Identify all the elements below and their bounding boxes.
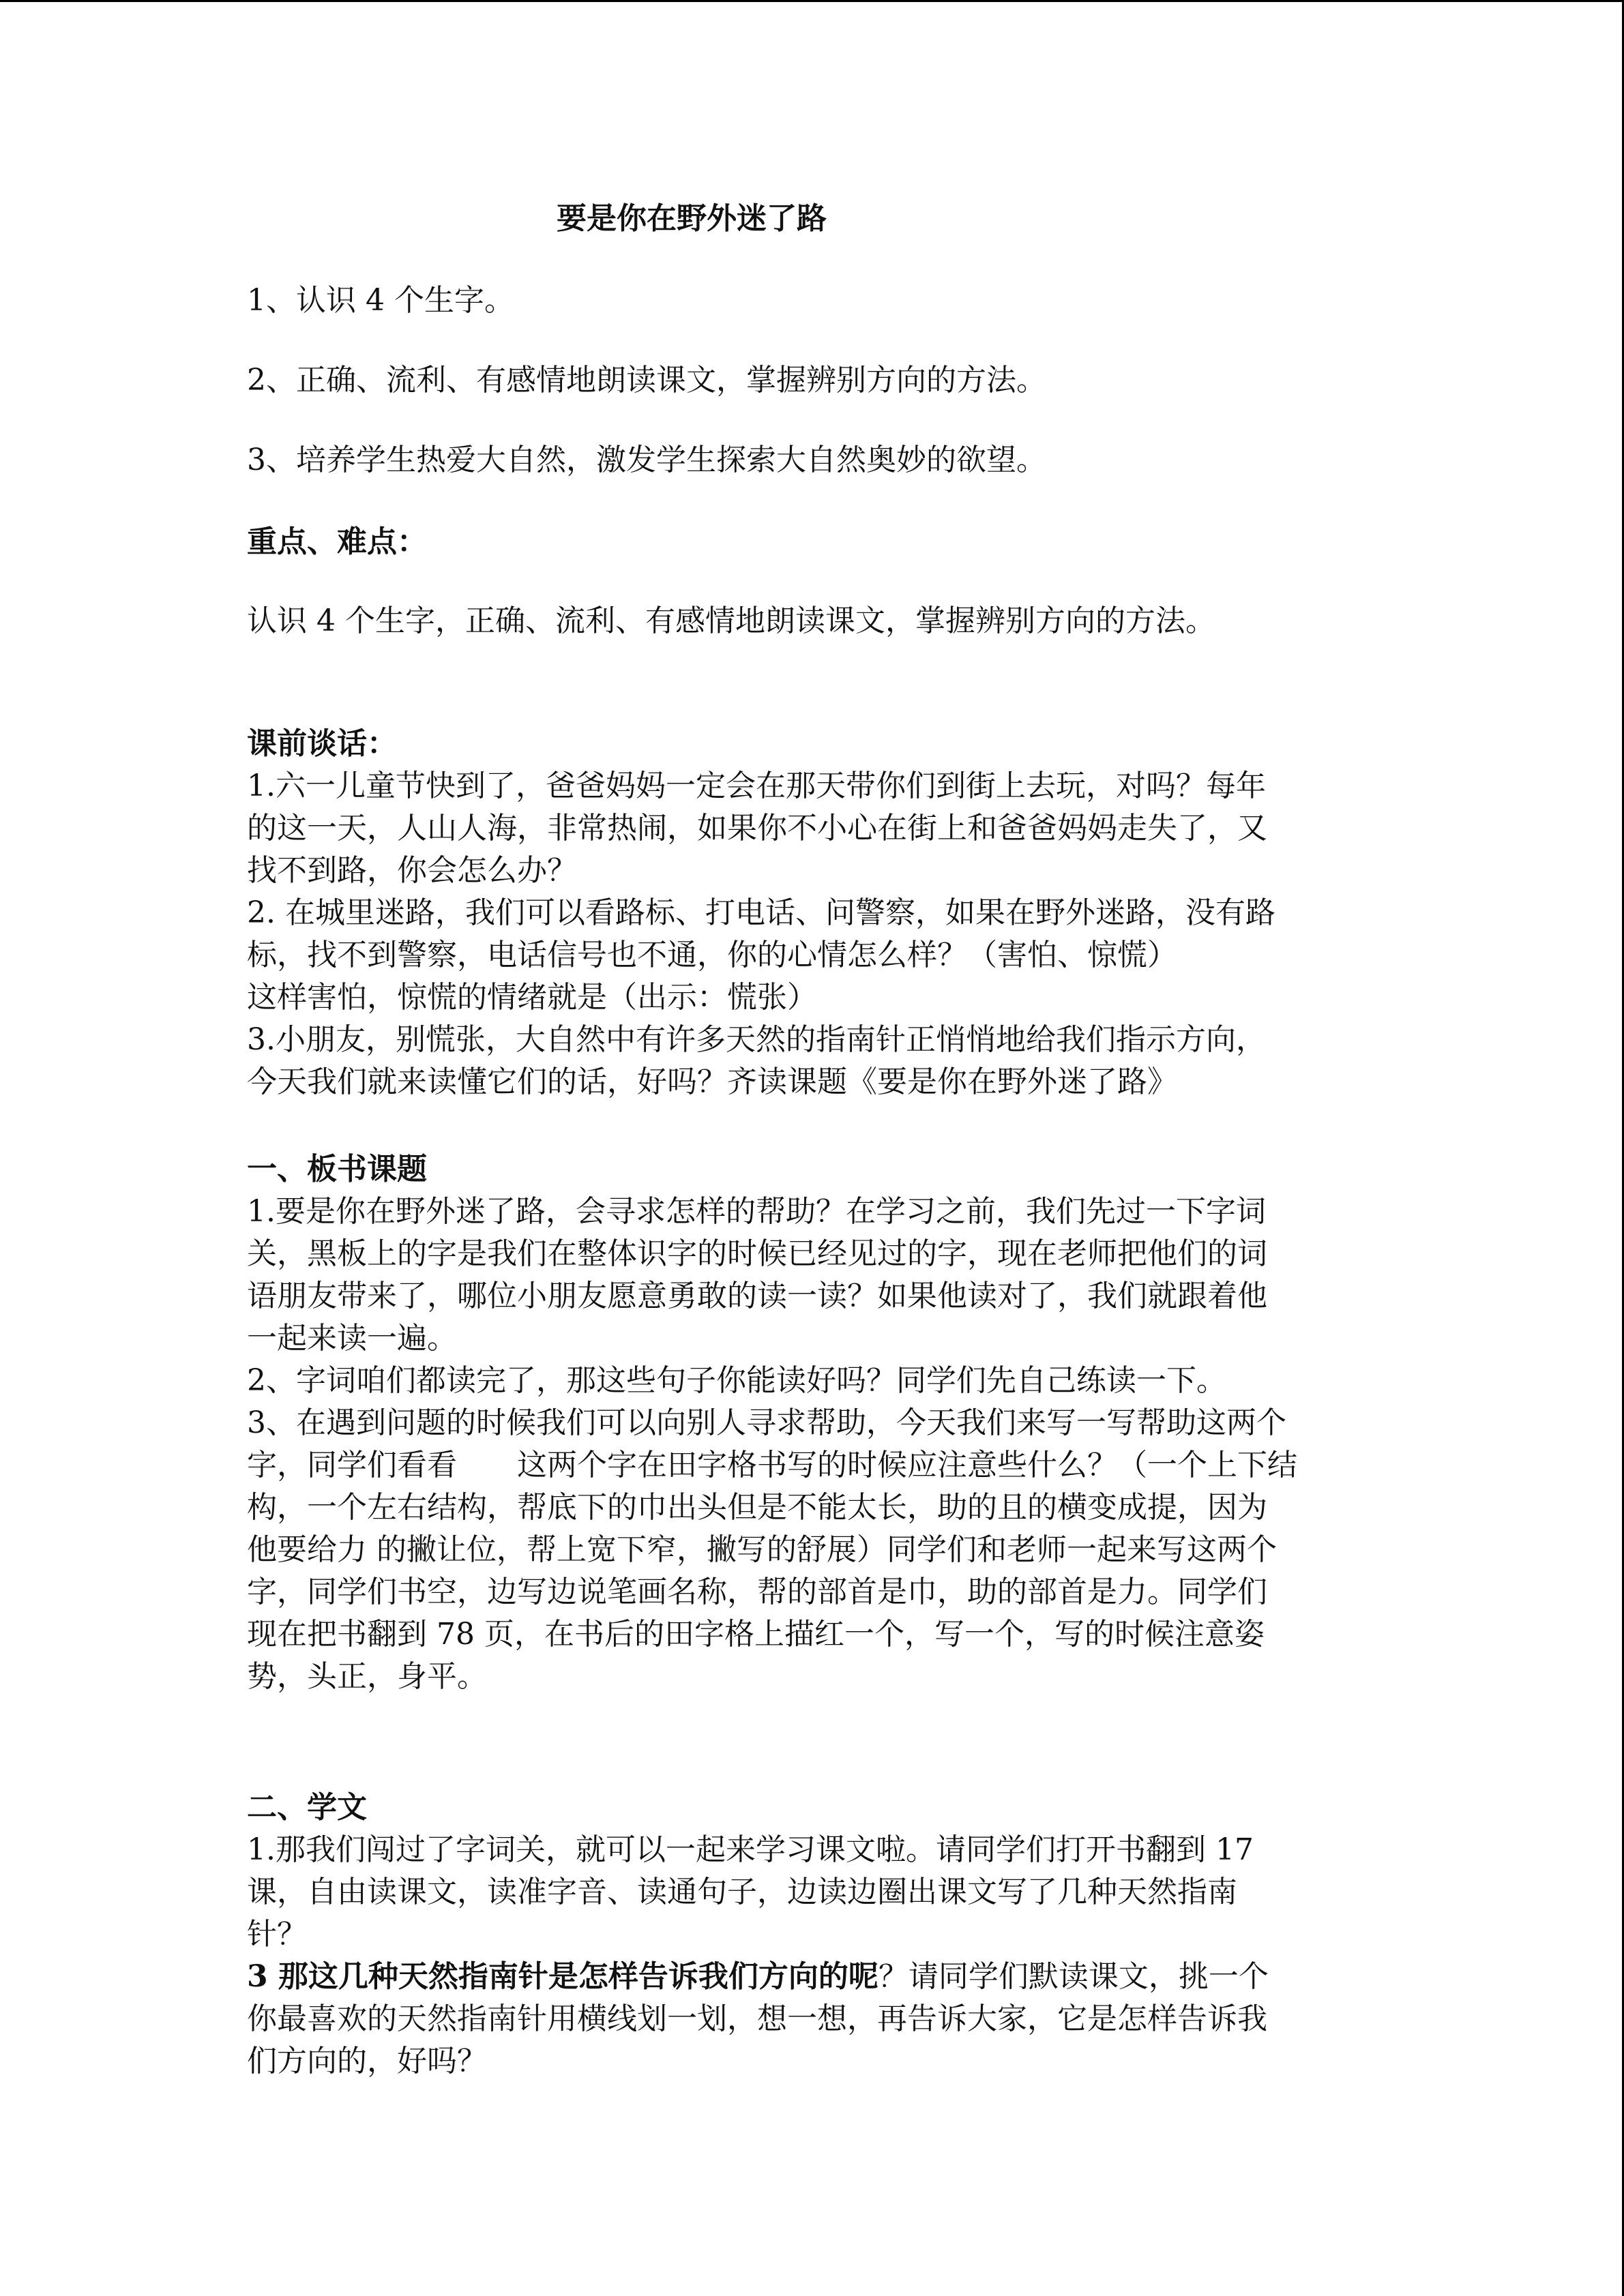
- objective-2: 2、正确、流利、有感情地朗读课文，掌握辨别方向的方法。: [247, 363, 1046, 398]
- section-1-line: 2、字词咱们都读完了，那这些句子你能读好吗？同学们先自己练读一下。: [247, 1363, 1226, 1398]
- pre-talk-line: 找不到路，你会怎么办？: [247, 853, 577, 888]
- key-points-heading: 重点、难点：: [247, 524, 427, 559]
- section-2-line: 针？: [247, 1917, 307, 1952]
- section-1-line: 3、在遇到问题的时候我们可以向别人寻求帮助，今天我们来写一写帮助这两个: [247, 1405, 1286, 1440]
- section-1-line: 语朋友带来了，哪位小朋友愿意勇敢的读一读？如果他读对了，我们就跟着他: [247, 1279, 1267, 1313]
- section-1-line: 字，同学们书空，边写边说笔画名称，帮的部首是巾，助的部首是力。同学们: [247, 1575, 1267, 1609]
- section-2-line: 1.那我们闯过了字词关，就可以一起来学习课文啦。请同学们打开书翻到 17: [247, 1832, 1254, 1867]
- pre-talk-line: 的这一天，人山人海，非常热闹，如果你不小心在街上和爸爸妈妈走失了，又: [247, 811, 1267, 846]
- section-1-line: 他要给力 的撇让位，帮上宽下窄，撇写的舒展）同学们和老师一起来写这两个: [247, 1532, 1277, 1567]
- document-title: 要是你在野外迷了路: [557, 201, 827, 236]
- section-2-line: 你最喜欢的天然指南针用横线划一划，想一想，再告诉大家，它是怎样告诉我: [247, 2001, 1267, 2036]
- section-2-item-3-rest: ？请同学们默读课文，挑一个: [878, 1959, 1269, 1994]
- section-2-heading: 二、学文: [247, 1790, 367, 1825]
- section-1-line: 1.要是你在野外迷了路，会寻求怎样的帮助？在学习之前，我们先过一下字词: [247, 1194, 1266, 1229]
- section-1-line: 现在把书翻到 78 页，在书后的田字格上描红一个，写一个，写的时候注意姿: [247, 1617, 1265, 1652]
- section-2-item-3-first-line: [247, 1956, 1269, 1998]
- pre-talk-line: 1.六一儿童节快到了，爸爸妈妈一定会在那天带你们到街上去玩，对吗？每年: [247, 769, 1266, 803]
- pre-talk-line: 3.小朋友，别慌张，大自然中有许多天然的指南针正悄悄地给我们指示方向，: [247, 1022, 1266, 1057]
- pre-talk-line: 这样害怕，惊慌的情绪就是（出示：慌张）: [247, 980, 817, 1015]
- key-points-text: 认识 4 个生字，正确、流利、有感情地朗读课文，掌握辨别方向的方法。: [247, 603, 1215, 638]
- pre-talk-heading: 课前谈话：: [247, 726, 397, 761]
- section-2-line: 课，自由读课文，读准字音、读通句子，边读边圈出课文写了几种天然指南: [247, 1875, 1237, 1909]
- section-2-line: 们方向的，好吗？: [247, 2044, 487, 2078]
- section-1-line: 关，黑板上的字是我们在整体识字的时候已经见过的字，现在老师把他们的词: [247, 1236, 1267, 1271]
- pre-talk-line: 标，找不到警察，电话信号也不通，你的心情怎么样？（害怕、惊慌）: [247, 938, 1177, 972]
- section-1-line: 构，一个左右结构，帮底下的巾出头但是不能太长，助的且的横变成提，因为: [247, 1490, 1267, 1525]
- page-top-border: [0, 0, 1624, 2]
- section-1-heading: 一、板书课题: [247, 1152, 427, 1187]
- pre-talk-line: 2. 在城里迷路，我们可以看路标、打电话、问警察，如果在野外迷路，没有路: [247, 895, 1275, 930]
- pre-talk-line: 今天我们就来读懂它们的话，好吗？齐读课题《要是你在野外迷了路》: [247, 1064, 1177, 1099]
- section-1-line: 势，头正，身平。: [247, 1659, 487, 1694]
- section-1-line: 字，同学们看看 这两个字在田字格书写的时候应注意些什么？（一个上下结: [247, 1448, 1297, 1482]
- section-2-item-3-bold: 3 那这几种天然指南针是怎样告诉我们方向的呢: [247, 1959, 879, 1994]
- section-1-line: 一起来读一遍。: [247, 1321, 457, 1356]
- objective-1: 1、认识 4 个生字。: [247, 283, 514, 318]
- objective-3: 3、培养学生热爱大自然，激发学生探索大自然奥妙的欲望。: [247, 443, 1046, 477]
